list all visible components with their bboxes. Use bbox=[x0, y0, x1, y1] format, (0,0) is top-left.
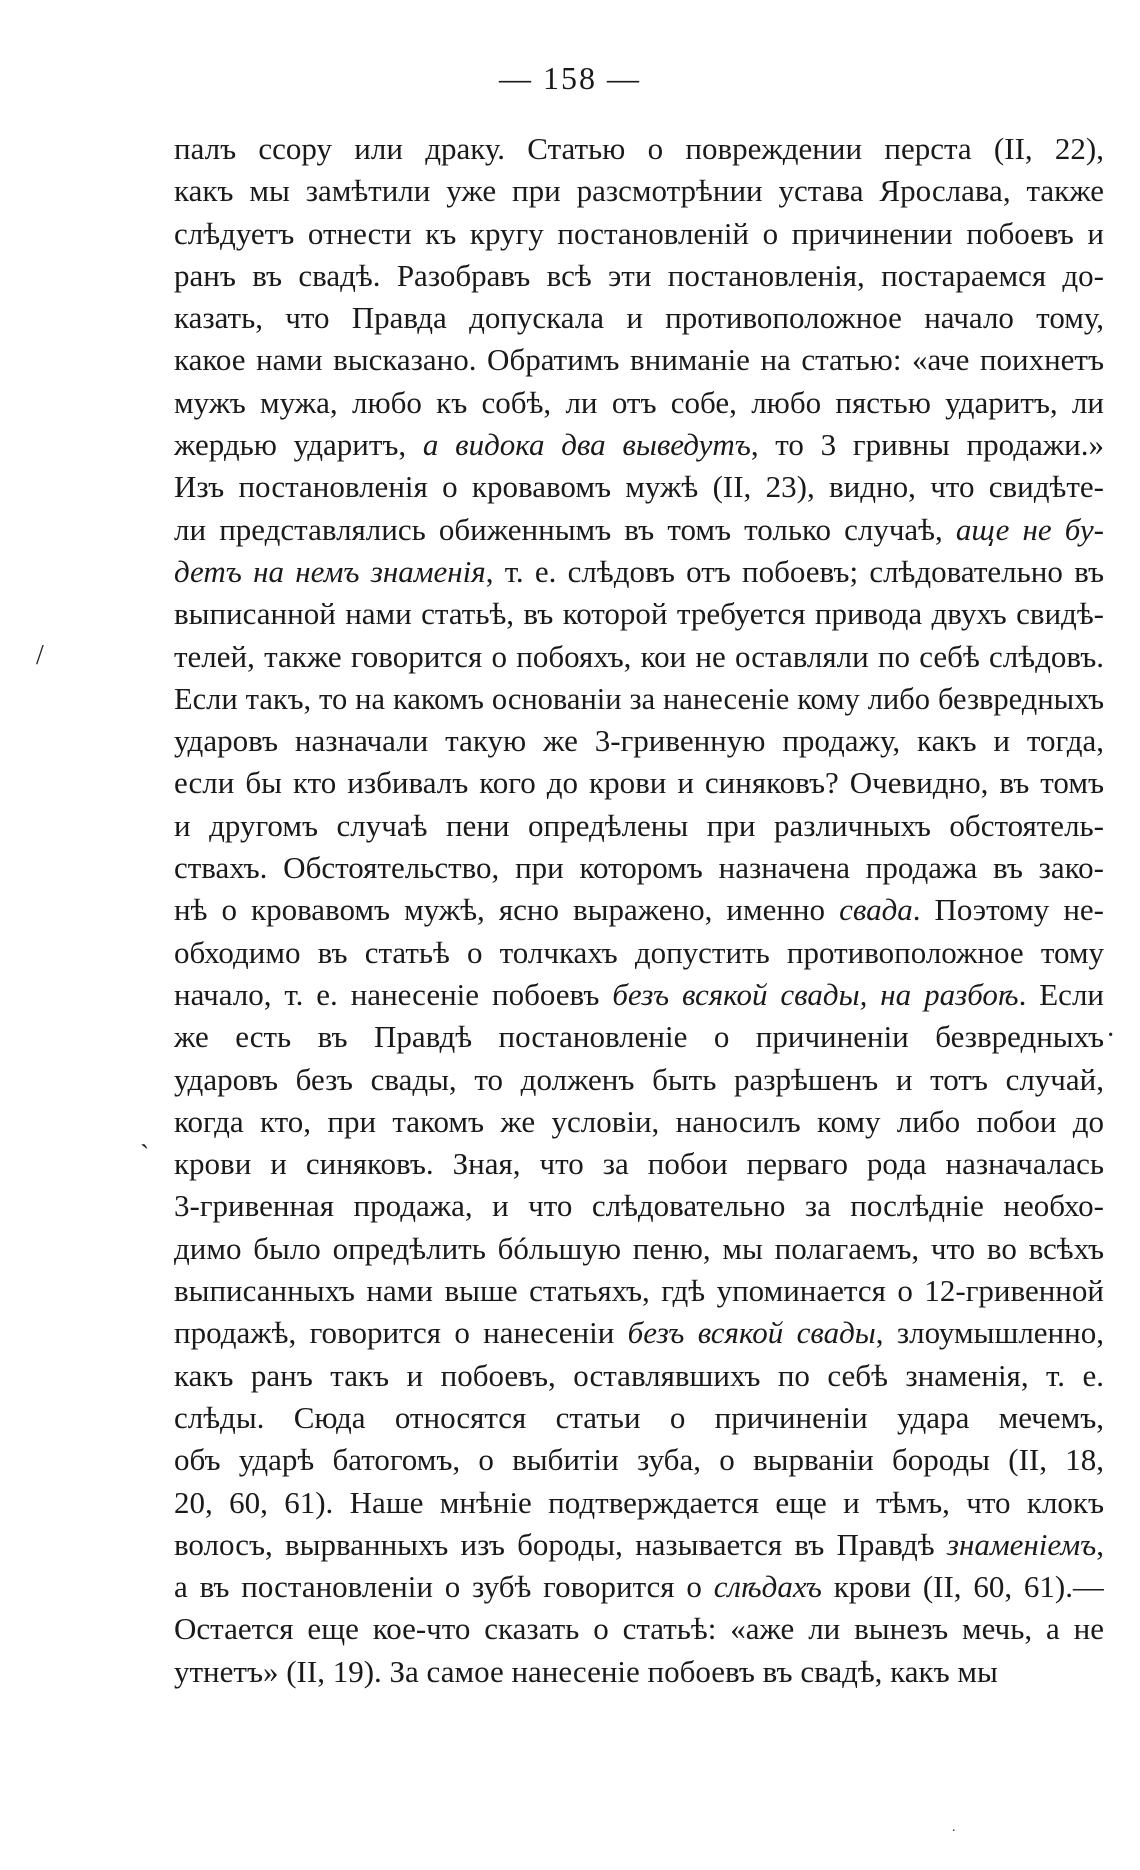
text-segment: какъ мы замѣтили уже при разсмотрѣнии устава Ярослава, также bbox=[174, 173, 1104, 209]
text-line bbox=[174, 382, 1104, 424]
text-line bbox=[174, 1143, 1104, 1185]
italic-phrase: безъ всякой свады bbox=[627, 1315, 876, 1351]
text-line bbox=[174, 678, 1104, 720]
text-segment: объ ударѣ батогомъ, о выбитіи зуба, о вырваніи бороды (II, 18, bbox=[174, 1442, 1104, 1478]
text-line bbox=[174, 932, 1104, 974]
text-line bbox=[174, 974, 1104, 1016]
text-segment: если бы кто избивалъ кого до крови и синяковъ? Очевидно, въ томъ bbox=[174, 765, 1104, 801]
text-line bbox=[174, 170, 1104, 212]
text-segment: . Если bbox=[1018, 976, 1104, 1012]
text-line bbox=[174, 847, 1104, 889]
italic-phrase: детъ на немъ знаменія bbox=[174, 553, 486, 589]
margin-mark: . bbox=[952, 1820, 956, 1835]
text-line bbox=[174, 1566, 1104, 1608]
text-segment: слѣдуетъ отнести къ кругу постановленiй о причинении побоевъ и bbox=[174, 215, 1104, 251]
text-line bbox=[174, 339, 1104, 381]
text-line bbox=[174, 1397, 1104, 1439]
text-line bbox=[174, 1651, 1104, 1693]
margin-mark: ` bbox=[140, 1140, 150, 1171]
text-segment: ли представлялись обиженнымъ въ томъ только случаѣ, bbox=[174, 511, 956, 547]
text-segment: жердью ударитъ, bbox=[174, 427, 423, 463]
text-segment: мужъ мужа, любо къ собѣ, ли отъ собе, любо пястью ударитъ, ли bbox=[174, 384, 1104, 420]
text-line bbox=[174, 213, 1104, 255]
italic-phrase: безъ всякой свады, на разбоѣ bbox=[612, 976, 1019, 1012]
text-segment: продажѣ, говорится о нанесеніи bbox=[174, 1315, 628, 1351]
text-segment: , злоумышленно, bbox=[875, 1315, 1104, 1351]
text-segment: а въ постановленіи о зубѣ говорится о bbox=[174, 1569, 714, 1605]
italic-phrase: аще не бу- bbox=[955, 511, 1104, 547]
text-line bbox=[174, 720, 1104, 762]
text-line bbox=[174, 1101, 1104, 1143]
text-segment: Остается еще кое-что сказать о статьѣ: «аже ли вынезъ мечь, а не bbox=[174, 1611, 1104, 1647]
text-segment: , то 3 гривны продажи.» bbox=[750, 427, 1104, 463]
text-segment: , т. е. слѣдовъ отъ побоевъ; слѣдовательно въ bbox=[485, 553, 1104, 589]
text-segment: волосъ, вырванныхъ изъ бороды, называется въ Правдѣ bbox=[174, 1526, 947, 1562]
body-text bbox=[174, 128, 1104, 1693]
text-line bbox=[174, 1524, 1104, 1566]
text-line bbox=[174, 1016, 1104, 1058]
text-line bbox=[174, 297, 1104, 339]
text-line bbox=[174, 1185, 1104, 1227]
text-segment: ударовъ назначали такую же 3-гривенную продажу, какъ и тогда, bbox=[174, 723, 1104, 759]
text-segment: слѣды. Сюда относятся статьи о причиненіи удара мечемъ, bbox=[174, 1399, 1104, 1435]
italic-phrase: знаменіемъ bbox=[946, 1526, 1097, 1562]
text-line bbox=[174, 128, 1104, 170]
text-line bbox=[174, 1355, 1104, 1397]
text-line bbox=[174, 424, 1104, 466]
text-line bbox=[174, 889, 1104, 931]
text-segment: же есть въ Правдѣ постановленіе о причиненіи безвредныхъ bbox=[174, 1019, 1104, 1055]
margin-mark: · bbox=[1106, 1020, 1116, 1051]
text-segment: ствахъ. Обстоятельство, при которомъ назначена продажа въ зако- bbox=[174, 850, 1104, 886]
text-line bbox=[174, 593, 1104, 635]
text-segment: казать, что Правда допускала и противоположное начало тому, bbox=[174, 300, 1104, 336]
text-line bbox=[174, 1608, 1104, 1650]
text-segment: какъ ранъ такъ и побоевъ, оставлявшихъ по себѣ знаменія, т. е. bbox=[174, 1357, 1104, 1393]
text-line bbox=[174, 636, 1104, 678]
text-line bbox=[174, 1228, 1104, 1270]
text-segment: крови (II, 60, 61).— bbox=[821, 1569, 1104, 1605]
text-segment: ударовъ безъ свады, то долженъ быть разрѣшенъ и тотъ случай, bbox=[174, 1061, 1104, 1097]
text-segment: 20, 60, 61). Наше мнѣніе подтверждается еще и тѣмъ, что клокъ bbox=[174, 1484, 1104, 1520]
text-segment: обходимо въ статьѣ о толчкахъ допустить противоположное тому bbox=[174, 934, 1104, 970]
text-segment: телей, также говорится о побояхъ, кои не оставляли по себѣ слѣдовъ. bbox=[174, 638, 1104, 674]
text-segment: крови и синяковъ. Зная, что за побои перваго рода назначалась bbox=[174, 1146, 1104, 1182]
text-line bbox=[174, 255, 1104, 297]
text-segment: димо было опредѣлить бóльшую пеню, мы полагаемъ, что во всѣхъ bbox=[174, 1230, 1104, 1266]
page-number: — 158 — bbox=[499, 60, 641, 96]
margin-mark: / bbox=[36, 640, 44, 671]
text-line bbox=[174, 1270, 1104, 1312]
text-line bbox=[174, 1482, 1104, 1524]
text-line bbox=[174, 466, 1104, 508]
text-segment: выписанной нами статьѣ, въ которой требуется привода двухъ свидѣ- bbox=[174, 596, 1104, 632]
text-segment: нѣ о кровавомъ мужѣ, ясно выражено, именно bbox=[174, 892, 840, 928]
text-segment: . Поэтому не- bbox=[912, 892, 1104, 928]
text-segment: Изъ постановленія о кровавомъ мужѣ (II, 23), видно, что свидѣте- bbox=[174, 469, 1104, 505]
italic-phrase: а видока два выведутъ bbox=[422, 427, 751, 463]
text-line bbox=[174, 1312, 1104, 1354]
text-segment: , bbox=[1096, 1526, 1104, 1562]
text-segment: когда кто, при такомъ же условіи, наносилъ кому либо побои до bbox=[174, 1103, 1104, 1139]
text-segment: утнетъ» (II, 19). За самое нанесеніе побоевъ въ свадѣ, какъ мы bbox=[174, 1653, 998, 1689]
text-line bbox=[174, 509, 1104, 551]
text-line bbox=[174, 805, 1104, 847]
text-line bbox=[174, 1439, 1104, 1481]
text-segment: палъ ссору или драку. Статью о повреждении перста (II, 22), bbox=[174, 131, 1104, 166]
text-segment: Если такъ, то на какомъ основаніи за нанесеніе кому либо безвредныхъ bbox=[174, 681, 1104, 716]
italic-phrase: слѣдахъ bbox=[713, 1569, 822, 1605]
text-line bbox=[174, 1059, 1104, 1101]
text-segment: какое нами высказано. Обратимъ вниманіе на статью: «аче поихнетъ bbox=[174, 342, 1104, 378]
text-line bbox=[174, 551, 1104, 593]
text-segment: ранъ въ свадѣ. Разобравъ всѣ эти постановленія, постараемся до- bbox=[174, 257, 1104, 293]
italic-phrase: свада bbox=[839, 892, 913, 928]
text-segment: начало, т. е. нанесеніе побоевъ bbox=[174, 976, 613, 1012]
text-line bbox=[174, 762, 1104, 804]
text-segment: и другомъ случаѣ пени опредѣлены при различныхъ обстоятель- bbox=[174, 807, 1104, 843]
text-segment: выписанныхъ нами выше статьяхъ, гдѣ упоминается о 12-гривенной bbox=[174, 1273, 1104, 1309]
text-segment: 3-гривенная продажа, и что слѣдовательно за послѣдніе необхо- bbox=[174, 1188, 1104, 1224]
